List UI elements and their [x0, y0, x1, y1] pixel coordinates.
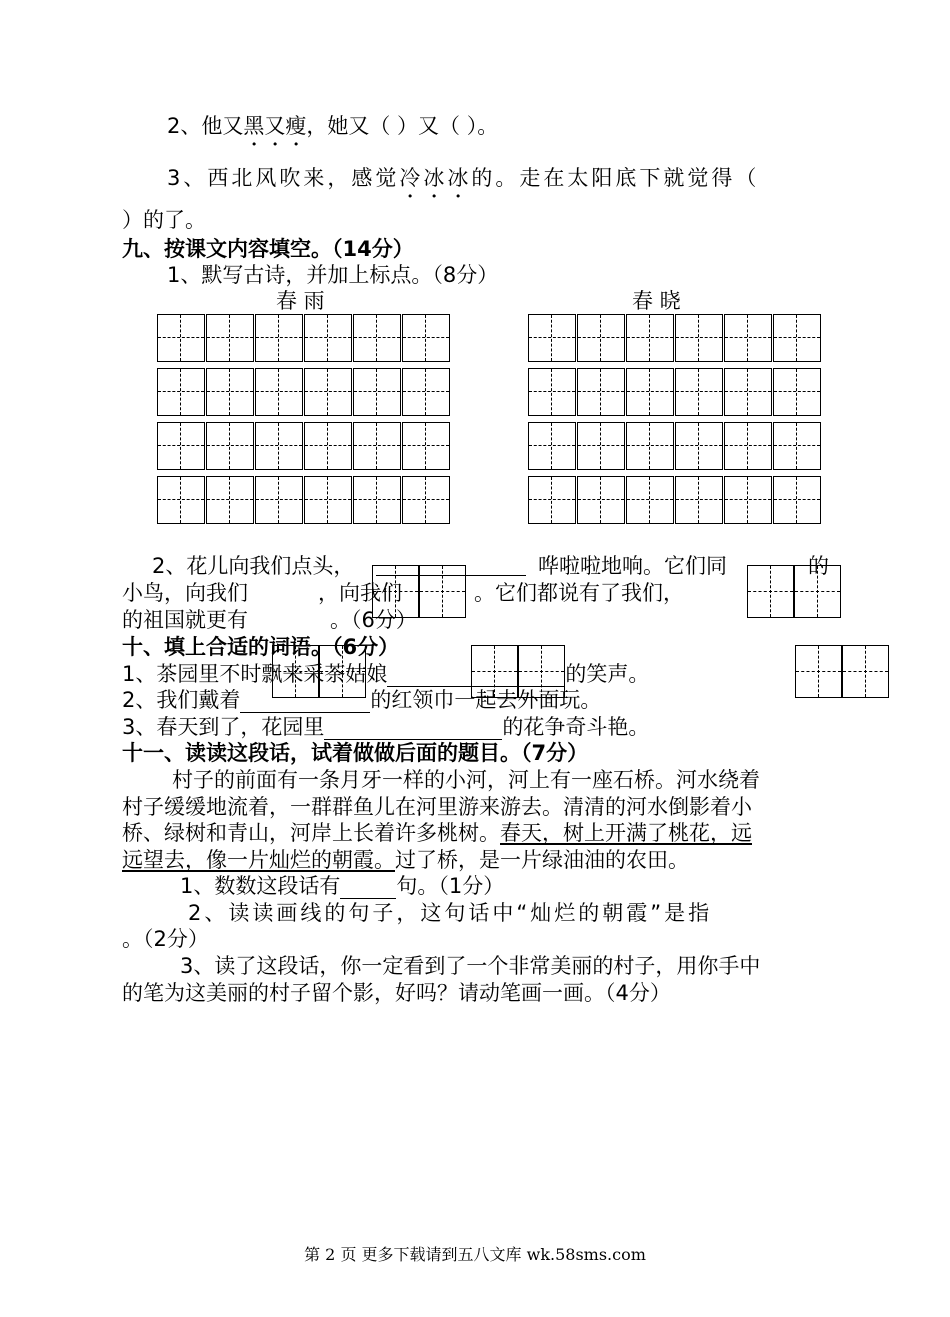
- section10-heading: 十、填上合适的词语。（6分）: [122, 635, 400, 659]
- s9-q2-line3a: 的祖国就更有: [122, 608, 248, 632]
- s9-q2-line3b: 。（6分）: [330, 608, 417, 632]
- q8-line2: 2、他又黑又瘦，她又（ ）又（ ）。: [167, 114, 499, 138]
- section11-heading: 十一、读读这段话，试着做做后面的题目。（7分）: [122, 741, 589, 765]
- s9-q2-line2b: ，向我们: [318, 581, 402, 605]
- s10-line1: 1、茶园里不时飘来采茶姑娘 的笑声。: [122, 662, 650, 686]
- s11-q2: 2、读读画线的句子，这句话中“灿烂的朝霞”是指: [188, 901, 713, 925]
- poem1-writing-grid[interactable]: [157, 314, 450, 524]
- s11-q3-line2: 的笔为这美丽的村子留个影，好吗？请动笔画一画。（4分）: [122, 981, 671, 1005]
- answer-box-2[interactable]: [747, 565, 841, 618]
- s11-para-line1: 村子的前面有一条月牙一样的小河，河上有一座石桥。河水绕着: [172, 768, 760, 792]
- s11-para-line2: 村子缓缓地流着，一群群鱼儿在河里游来游去。清清的河水倒影着小: [122, 795, 752, 819]
- answer-box-1[interactable]: [372, 565, 466, 618]
- s10-line2: 2、我们戴着 的红领巾一起去外面玩。: [122, 688, 602, 712]
- s11-q1: 1、数数这段话有 句。（1分）: [180, 874, 505, 898]
- s9-q2-line1c: 的: [808, 554, 829, 578]
- section9-sub1: 1、默写古诗，并加上标点。（8分）: [167, 263, 499, 287]
- s9-q2-line1b: 哗啦啦地响。它们同: [538, 554, 727, 578]
- poem1-title: 春 雨: [276, 289, 325, 313]
- q8-line3-cont: ）的了。: [122, 208, 206, 232]
- section9-heading: 九、按课文内容填空。（14分）: [122, 237, 414, 261]
- s11-q3-line1: 3、读了这段话，你一定看到了一个非常美丽的村子，用你手中: [180, 954, 761, 978]
- answer-box-5[interactable]: [795, 645, 889, 698]
- s9-q2-line1a: 2、花儿向我们点头，: [152, 554, 355, 578]
- poem2-title: 春 晓: [632, 289, 681, 313]
- s11-para-line4: 远望去，像一片灿烂的朝霞。过了桥，是一片绿油油的农田。: [122, 848, 689, 872]
- s9-q2-line2c: 。它们都说有了我们，: [474, 581, 684, 605]
- s10-line3: 3、春天到了，花园里 的花争奇斗艳。: [122, 715, 650, 739]
- poem2-writing-grid[interactable]: [528, 314, 821, 524]
- q8-line3: 3、西北风吹来，感觉冷冰冰的。走在太阳底下就觉得（: [167, 166, 760, 190]
- s9-q2-line2a: 小鸟，向我们: [122, 581, 248, 605]
- s11-para-line3: 桥、绿树和青山，河岸上长着许多桃树。春天，树上开满了桃花，远: [122, 821, 752, 845]
- s11-q2-cont: 。（2分）: [122, 927, 209, 951]
- page-footer: 第 2 页 更多下载请到五八文库 wk.58sms.com: [304, 1245, 646, 1264]
